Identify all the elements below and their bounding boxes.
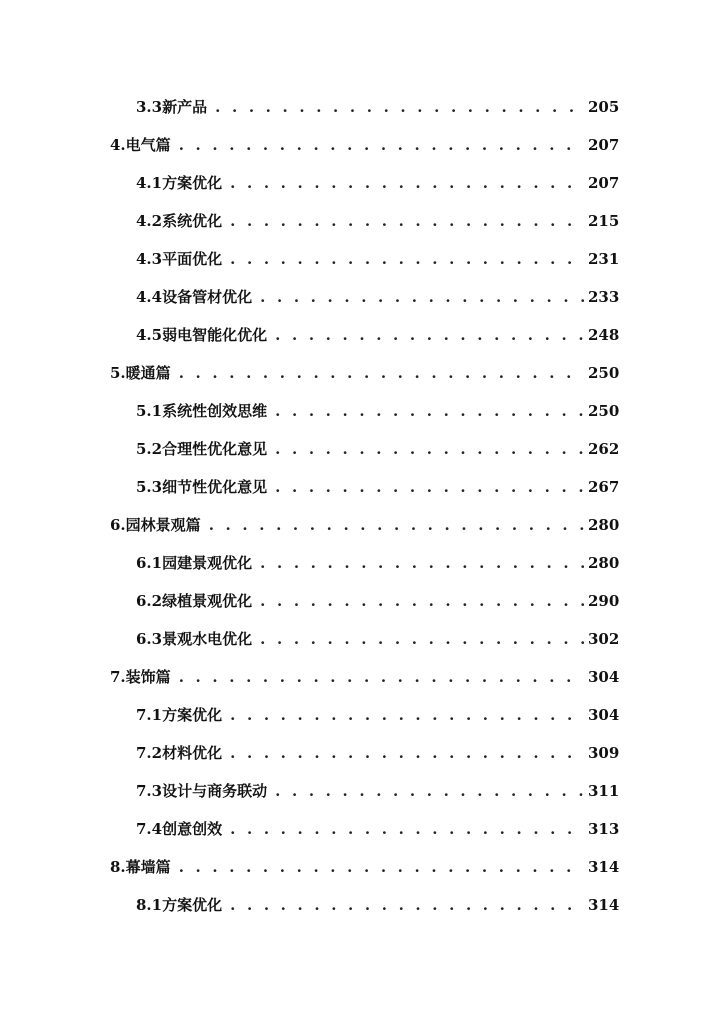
dot-leader [260,544,584,582]
toc-entry-5-2[interactable] [0,430,620,468]
dot-leader [230,696,584,734]
toc-entry-page-number: 302 [588,630,620,648]
toc-entry-7-1[interactable] [0,696,620,734]
toc-entry-4-4[interactable] [0,278,620,316]
toc-entry-title: 创意创效 [162,820,223,838]
toc-entry-number: 6.1 [136,554,163,572]
dot-leader [275,772,584,810]
toc-entry-5[interactable] [0,354,620,392]
dot-leader [230,734,584,772]
dot-leader [230,202,584,240]
toc-entry-4-2[interactable] [0,202,620,240]
dot-leader [179,848,584,886]
dot-leader [179,658,584,696]
toc-entry-page-number: 231 [588,250,620,268]
toc-entry-page-number: 314 [588,896,620,914]
dot-leader [275,392,584,430]
toc-entry-page-number: 314 [588,858,620,876]
toc-entry-page-number: 207 [588,136,620,154]
toc-entry-4-3[interactable] [0,240,620,278]
toc-entry-title: 设备管材优化 [162,288,253,306]
toc-entry-7-3[interactable] [0,772,620,810]
toc-entry-7-2[interactable] [0,734,620,772]
toc-entry-4-5[interactable] [0,316,620,354]
toc-entry-number: 7.3 [136,782,163,800]
dot-leader [275,316,584,354]
toc-entry-page-number: 290 [588,592,620,610]
toc-entry-title: 细节性优化意见 [162,478,268,496]
toc-entry-number: 6.3 [136,630,163,648]
toc-entry-number: 5.3 [136,478,163,496]
toc-entry-8[interactable] [0,848,620,886]
dot-leader [275,468,584,506]
toc-entry-page-number: 304 [588,668,620,686]
toc-entry-title: 绿植景观优化 [162,592,253,610]
toc-entry-title: 装饰篇 [125,668,171,686]
toc-entry-6-2[interactable] [0,582,620,620]
dot-leader [230,810,584,848]
toc-entry-number: 7.4 [136,820,163,838]
toc-entry-title: 园林景观篇 [125,516,201,534]
toc-entry-title: 设计与商务联动 [162,782,268,800]
toc-entry-number: 4.3 [136,250,163,268]
dot-leader [209,506,584,544]
toc-entry-number: 4.1 [136,174,163,192]
dot-leader [260,278,584,316]
dot-leader [230,240,584,278]
dot-leader [215,88,584,126]
dot-leader [260,582,584,620]
toc-entry-page-number: 311 [588,782,620,800]
toc-entry-title: 暖通篇 [125,364,171,382]
toc-entry-page-number: 215 [588,212,620,230]
toc-entry-page-number: 207 [588,174,620,192]
toc-entry-number: 8.1 [136,896,163,914]
toc-entry-number: 4.5 [136,326,163,344]
toc-entry-title: 电气篇 [125,136,171,154]
toc-entry-number: 6. [110,516,126,534]
toc-entry-number: 4.4 [136,288,163,306]
toc-entry-number: 7.2 [136,744,163,762]
toc-entry-8-1[interactable] [0,886,620,924]
toc-entry-title: 方案优化 [162,174,223,192]
toc-entry-3-3[interactable] [0,88,620,126]
toc-entry-page-number: 233 [588,288,620,306]
toc-entry-title: 系统性创效思维 [162,402,268,420]
toc-entry-4-1[interactable] [0,164,620,202]
toc-entry-number: 5. [110,364,126,382]
dot-leader [275,430,584,468]
toc-entry-page-number: 250 [588,402,620,420]
toc-entry-number: 4.2 [136,212,163,230]
dot-leader [230,886,584,924]
toc-entry-title: 材料优化 [162,744,223,762]
toc-entry-title: 幕墙篇 [125,858,171,876]
toc-entry-7-4[interactable] [0,810,620,848]
toc-entry-number: 4. [110,136,126,154]
toc-entry-6-3[interactable] [0,620,620,658]
toc-entry-title: 平面优化 [162,250,223,268]
toc-entry-page-number: 205 [588,98,620,116]
table-of-contents [0,88,724,924]
toc-entry-title: 方案优化 [162,896,223,914]
toc-entry-6-1[interactable] [0,544,620,582]
toc-entry-page-number: 280 [588,554,620,572]
toc-entry-page-number: 250 [588,364,620,382]
toc-entry-title: 系统优化 [162,212,223,230]
toc-entry-number: 5.2 [136,440,163,458]
toc-entry-number: 6.2 [136,592,163,610]
toc-entry-title: 园建景观优化 [162,554,253,572]
toc-entry-number: 7. [110,668,126,686]
dot-leader [179,354,584,392]
toc-entry-number: 8. [110,858,126,876]
toc-entry-7[interactable] [0,658,620,696]
toc-entry-title: 方案优化 [162,706,223,724]
toc-entry-5-1[interactable] [0,392,620,430]
dot-leader [260,620,584,658]
dot-leader [179,126,584,164]
toc-entry-title: 景观水电优化 [162,630,253,648]
toc-entry-page-number: 248 [588,326,620,344]
toc-entry-page-number: 313 [588,820,620,838]
toc-entry-4[interactable] [0,126,620,164]
toc-entry-page-number: 267 [588,478,620,496]
toc-entry-page-number: 262 [588,440,620,458]
toc-entry-page-number: 304 [588,706,620,724]
toc-entry-title: 新产品 [162,98,208,116]
toc-entry-title: 弱电智能化优化 [162,326,268,344]
toc-entry-number: 3.3 [136,98,163,116]
toc-entry-6[interactable] [0,506,620,544]
toc-entry-page-number: 280 [588,516,620,534]
toc-entry-title: 合理性优化意见 [162,440,268,458]
toc-entry-number: 5.1 [136,402,163,420]
toc-entry-number: 7.1 [136,706,163,724]
dot-leader [230,164,584,202]
toc-entry-page-number: 309 [588,744,620,762]
toc-entry-5-3[interactable] [0,468,620,506]
